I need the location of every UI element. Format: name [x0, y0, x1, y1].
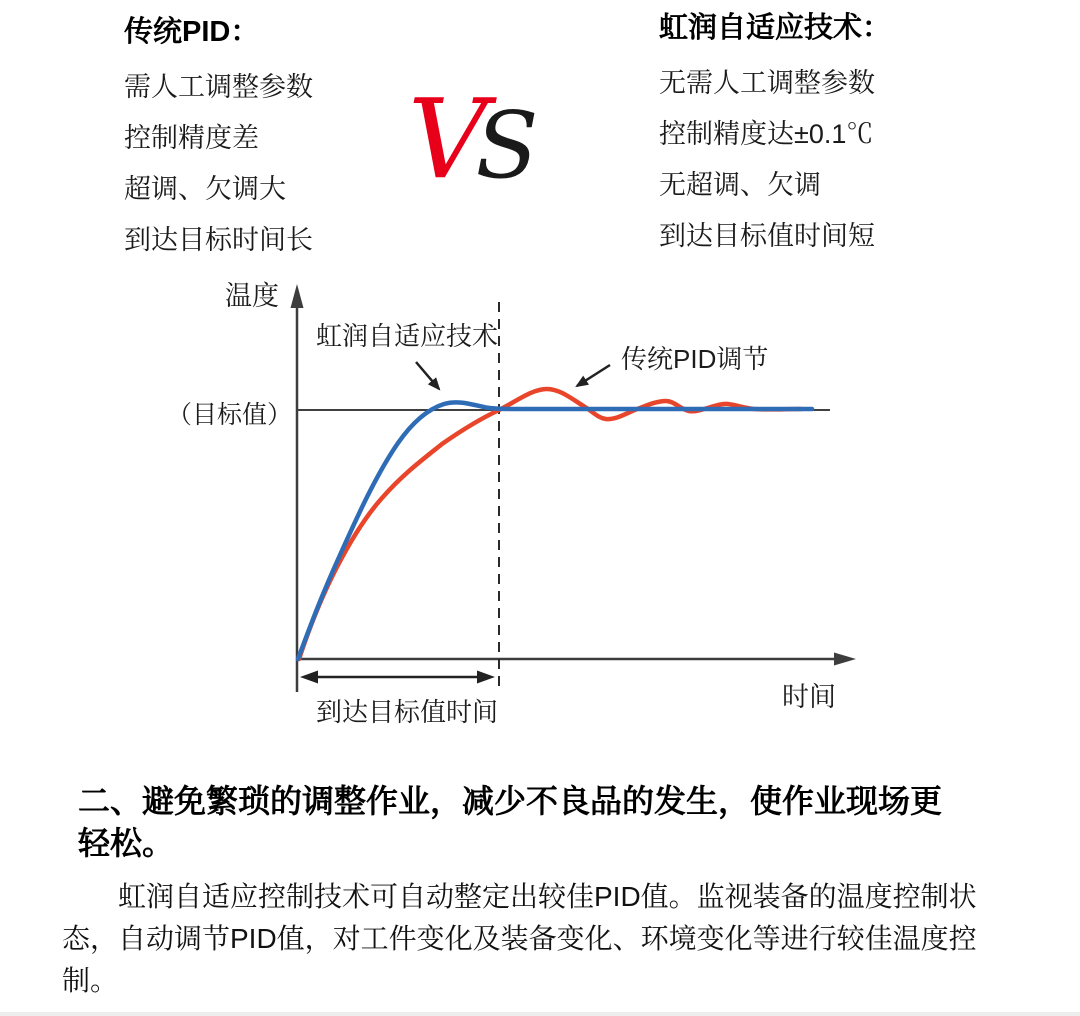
vs-mark [408, 75, 539, 203]
adaptive-label-arrow-icon [416, 362, 439, 389]
target-value-label: （目标值） [166, 401, 292, 429]
x-axis-arrow-icon [834, 653, 856, 666]
adaptive-tech-items [659, 58, 891, 262]
list-item: 到达目标值时间短 [659, 221, 875, 251]
pid-label-arrow-icon [577, 365, 610, 386]
y-axis [291, 284, 304, 692]
x-axis [297, 653, 856, 666]
list-item: 控制精度差 [124, 123, 259, 153]
list-item: 无超调、欠调 [659, 170, 821, 200]
reach-time-arrow-icon [300, 671, 495, 684]
section-heading: 二、避免繁琐的调整作业，减少不良品的发生，使作业现场更轻松。 [78, 783, 943, 861]
traditional-pid-column [124, 12, 313, 266]
list-item: 需人工调整参数 [124, 72, 313, 102]
y-axis-arrow-icon [291, 284, 304, 308]
traditional-pid-title: 传统PID： [124, 16, 260, 48]
list-item: 超调、欠调大 [124, 174, 286, 204]
adaptive-tech-title: 虹润自适应技术： [659, 12, 892, 44]
adaptive-curve-label: 虹润自适应技术 [316, 321, 499, 351]
list-item: 无需人工调整参数 [659, 68, 875, 98]
traditional-pid-items [124, 62, 313, 266]
vs-letter-v: V [408, 75, 488, 203]
y-axis-label: 温度 [225, 281, 279, 311]
x-axis-label: 时间 [782, 682, 836, 712]
reach-time-label: 到达目标值时间 [316, 697, 499, 727]
list-item: 到达目标时间长 [124, 225, 313, 255]
list-item: 控制精度达±0.1℃ [659, 119, 874, 149]
pid-curve [299, 389, 801, 659]
adaptive-curve [298, 402, 812, 659]
section-body: 虹润自适应控制技术可自动整定出较佳PID值。监视装备的温度控制状态，自动调节PID值，对工件变化及装备变化、环境变化等进行较佳温度控制。 [62, 881, 977, 996]
vs-letter-s: S [475, 92, 539, 199]
pid-curve-label: 传统PID调节 [621, 344, 769, 374]
adaptive-tech-column [659, 8, 891, 262]
chart-plot [170, 268, 870, 728]
bottom-divider [0, 1012, 1080, 1016]
temperature-chart [166, 268, 870, 728]
